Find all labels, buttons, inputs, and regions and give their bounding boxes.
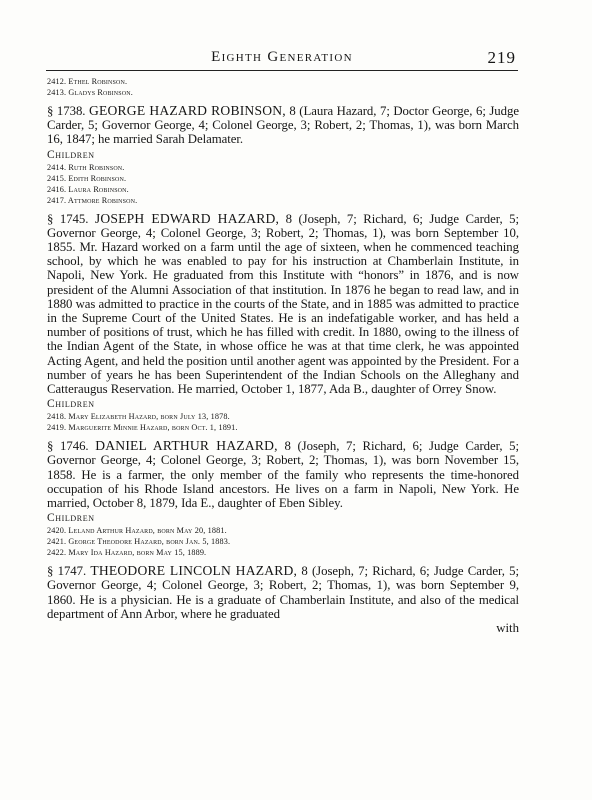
- children-list: [47, 162, 519, 206]
- child-item: 2418. Mary Elizabeth Hazard, born July 13, 1878.: [47, 412, 230, 422]
- section-number: § 1745.: [47, 211, 89, 226]
- child-item: 2419. Marguerite Minnie Hazard, born Oct. 1, 1891.: [47, 423, 238, 433]
- child-item: 2415. Edith Robinson.: [47, 173, 127, 183]
- entry-body: 8 (Laura Hazard, 7; Doctor George, 6; Judge Carder, 5; Governor George, 4; Colonel George, 3; Robert, 2; Thomas, 1), was born March 16, 1847; he married Sarah Delamater.: [47, 104, 519, 147]
- child-item: 2421. George Theodore Hazard, born Jan. 5, 1883.: [47, 537, 231, 547]
- child-item: 2417. Attmore Robinson.: [47, 195, 138, 205]
- child-item: 2413. Gladys Robinson.: [47, 88, 133, 97]
- person-name: THEODORE LINCOLN HAZARD,: [90, 563, 298, 579]
- child-item: 2420. Leland Arthur Hazard, born May 20, 1881.: [47, 526, 227, 536]
- entry-body: 8 (Joseph, 7; Richard, 6; Judge Carder, 5; Governor George, 4; Colonel George, 3; Robert, 2; Thomas, 1), was born September 9, 1860. He is a physician. He is a graduate of Chamberlain Institute, and also of the medical department of Ann Arbor, where he graduated: [47, 564, 519, 621]
- section-number: § 1746.: [47, 439, 89, 454]
- person-name: GEORGE HAZARD ROBINSON,: [89, 103, 286, 118]
- children-heading: Children: [47, 512, 95, 525]
- section-number: § 1738.: [47, 104, 86, 118]
- children-heading: Children: [47, 148, 95, 161]
- entry-paragraph: [47, 439, 519, 510]
- children-list-continued: [47, 76, 519, 98]
- entry-paragraph: [47, 104, 519, 147]
- child-item: 2414. Ruth Robinson.: [47, 162, 125, 172]
- entry-body: 8 (Joseph, 7; Richard, 6; Judge Carder, 5; Governor George, 4; Colonel George, 3; Robert, 2; Thomas, 1), was born November 15, 1858. He is a farmer, the only member of the family who represents the time-honored occupation of his Rhode Island ancestors. He lives on a farm in Napoli, New York. He married, October 8, 1879, Ida E., daughter of Eben Sibley.: [47, 439, 520, 511]
- page-number: 219: [487, 48, 516, 67]
- running-header: [46, 46, 518, 71]
- children-list: [47, 411, 519, 433]
- chapter-title: Eighth Generation: [211, 49, 353, 65]
- section-number: § 1747.: [47, 564, 87, 579]
- entry-1745: [47, 212, 519, 434]
- entry-1747: [47, 564, 519, 635]
- children-list: [47, 525, 519, 558]
- person-name: JOSEPH EDWARD HAZARD,: [94, 210, 280, 226]
- entry-1738: [47, 104, 519, 206]
- person-name: DANIEL ARTHUR HAZARD,: [95, 438, 278, 454]
- children-heading: Children: [47, 398, 95, 411]
- entry-paragraph: [47, 564, 519, 621]
- child-item: 2412. Ethel Robinson.: [47, 77, 128, 86]
- entry-body: 8 (Joseph, 7; Richard, 6; Judge Carder, 5; Governor George, 4; Colonel George, 3; Robert, 2; Thomas, 1), was born September 10, 1855. Mr. Hazard worked on a farm until the age of sixteen, when he commenced teaching school, by which he was enabled to pay for his instruction at Chamberlain Institute, in Napoli, New York. He graduated from this Institute with “honors” in 1876, and is now president of the Alumni Association of that institution. In 1876 he began to read law, and in 1880 was admitted to practice in the courts of the State, and in 1885 was admitted to practice in the Supreme Court of the United States. He is an indefatigable worker, and has held a number of positions of trust, which he has filled with credit. In 1880, owing to the illness of the Indian Agent of the State, in whose office he was at that time clerk, he was appointed Acting Agent, and held the position until another agent was appointed by the President. For a number of years he has been Superintendent of the Indian Schools on the Alleghany and Catteraugus Reservation. He married, October 1, 1877, Ada B., daughter of Orrey Snow.: [47, 211, 519, 397]
- entry-paragraph: [47, 212, 519, 397]
- child-item: 2416. Laura Robinson.: [47, 184, 129, 194]
- child-item: 2422. Mary Ida Hazard, born May 15, 1889.: [47, 548, 207, 558]
- continuation-word: with: [496, 621, 519, 636]
- entry-1746: [47, 439, 519, 558]
- page-content: [47, 76, 519, 635]
